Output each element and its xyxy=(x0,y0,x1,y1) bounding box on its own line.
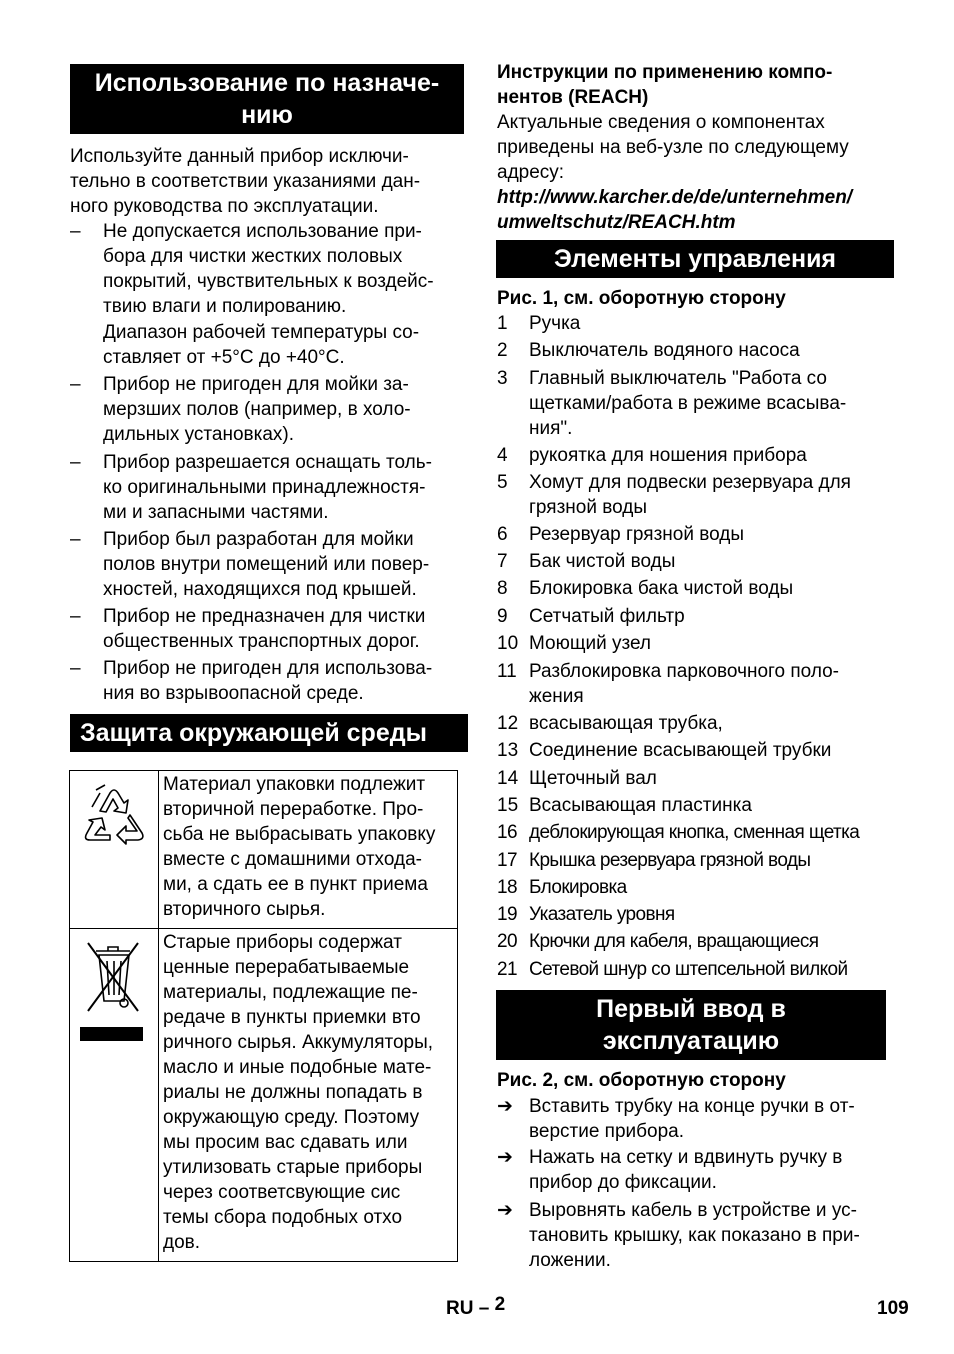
figure-2-reference: Рис. 2, см. оборотную сторону xyxy=(497,1070,786,1091)
intro-paragraph: Используйте данный прибор исключи- тельно в соответствии указаниями дан- ного руководства по эксплуатации. xyxy=(70,146,421,217)
arrow-right-icon: ➔ xyxy=(497,1096,513,1117)
heading-first-startup: Первый ввод в эксплуатацию xyxy=(496,990,886,1060)
table-row xyxy=(70,929,458,1262)
heading-controls: Элементы управления xyxy=(496,240,894,278)
reach-url-link[interactable]: http://www.karcher.de/de/unternehmen/ umweltschutz/REACH.htm xyxy=(497,187,853,233)
footer-local-page: 2 xyxy=(494,1294,506,1315)
heading-intended-use: Использование по назначе- нию xyxy=(70,64,464,134)
environment-table xyxy=(69,770,458,1262)
arrow-right-icon: ➔ xyxy=(497,1200,513,1221)
old-appliances-text: Старые приборы содержат ценные перерабатываемые материалы, подлежащие пе- редаче в пункты приемки вто ричного сырья. Аккумуляторы, масло и иные подобные мате- риалы не должны попадать в окружающую среду. Поэтому мы просим вас сдавать или утилизовать старые приборы через соответсвующие сис темы сбора подобных отхо дов. xyxy=(159,929,458,1262)
heading-environment: Защита окружающей среды xyxy=(70,714,468,752)
crossed-bin-icon xyxy=(70,929,159,1262)
packaging-recycling-text: Материал упаковки подлежит вторичной переработке. Про- сьба не выбрасывать упаковку вместе с домашними отхода- ми, а сдать ее в пункт приема вторичного сырья. xyxy=(159,771,458,929)
reach-text: Актуальные сведения о компонентах приведены на веб-узле по следующему адресу: xyxy=(497,112,849,183)
reach-title: Инструкции по применению компо- нентов (REACH) xyxy=(497,62,833,108)
figure-1-reference: Рис. 1, см. оборотную сторону xyxy=(497,288,786,309)
recycle-icon xyxy=(70,771,159,929)
footer-section-page xyxy=(446,1294,506,1320)
footer-separator: – xyxy=(478,1298,490,1319)
page-number: 109 xyxy=(877,1298,909,1319)
table-row xyxy=(70,771,458,929)
arrow-right-icon: ➔ xyxy=(497,1147,513,1168)
footer-language: RU xyxy=(446,1298,474,1319)
